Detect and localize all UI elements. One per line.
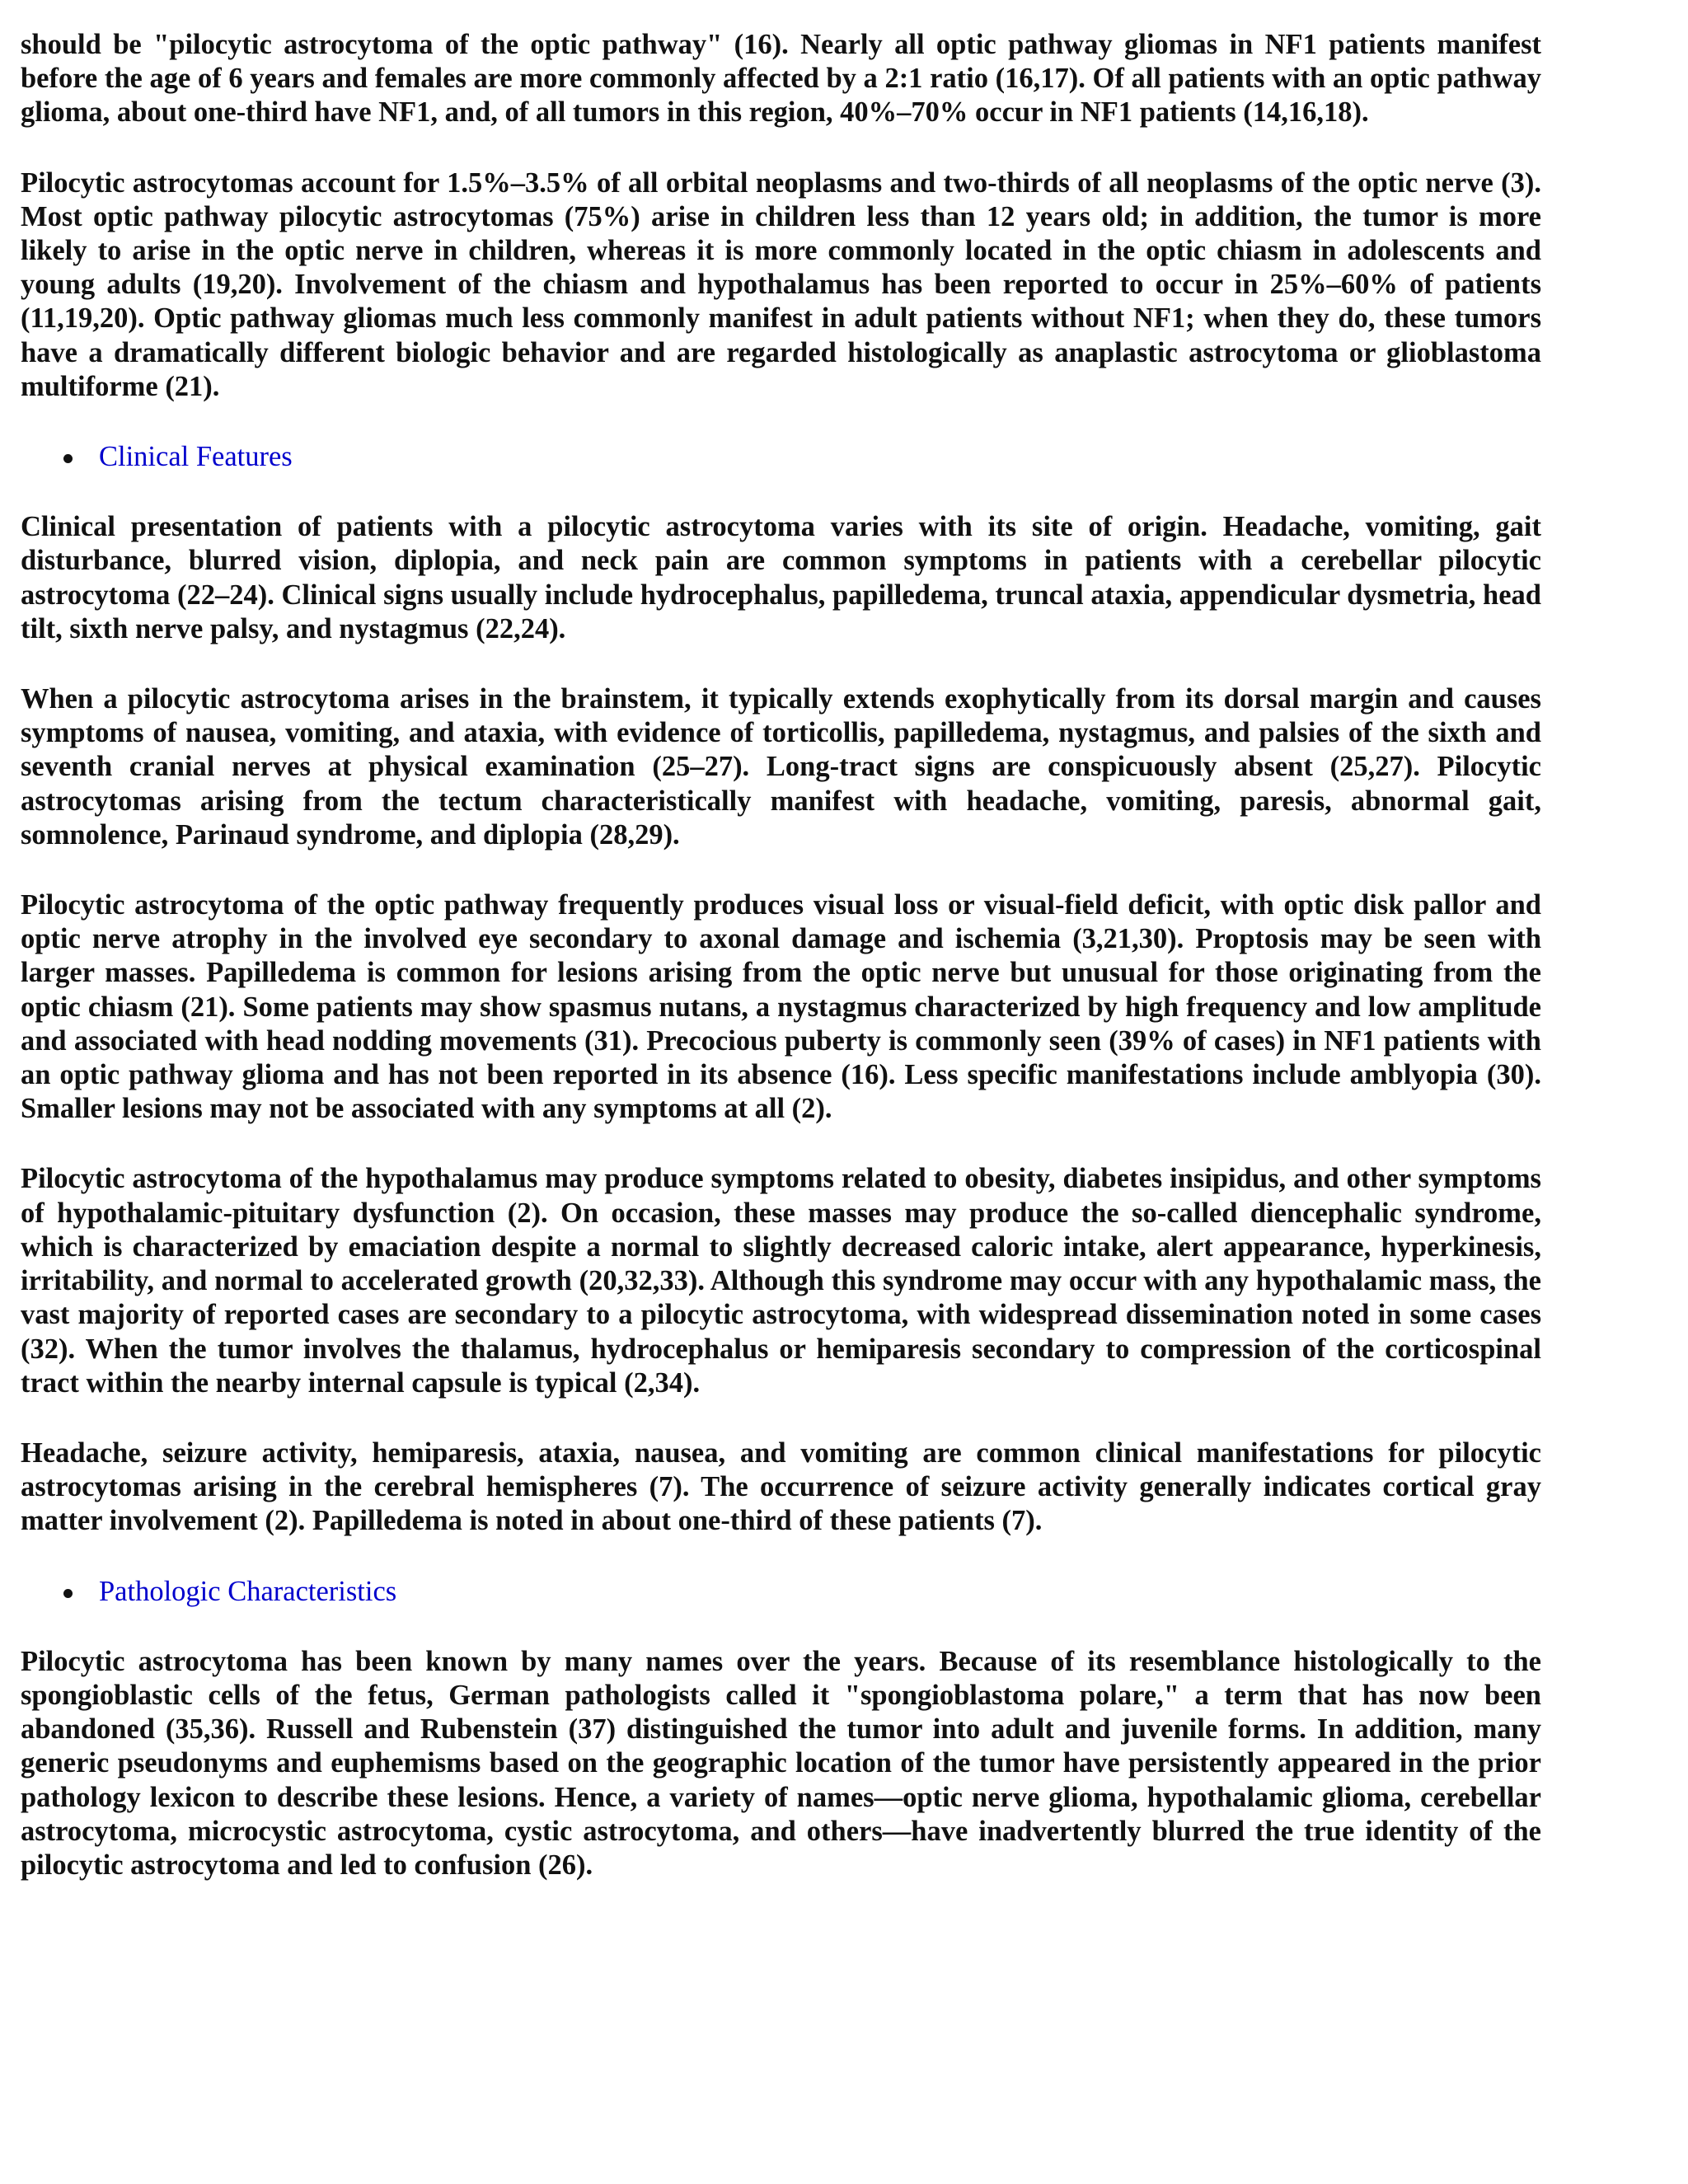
article-body bbox=[21, 28, 1541, 1919]
section-heading-pathologic-characteristics bbox=[21, 1575, 1541, 1609]
clinical-features-link[interactable]: Clinical Features bbox=[99, 441, 293, 473]
paragraph: Pilocytic astrocytoma of the optic pathway frequently produces visual loss or visual-field deficit, with optic disk pallor and optic nerve atrophy in the involved eye secondary to axonal damage and ischemia (3,21,30). Proptosis may be seen with larger masses. Papilledema is common for lesions arising from the optic nerve but unusual for those originating from the optic chiasm (21). Some patients may show spasmus nutans, a nystagmus characterized by high frequency and low amplitude and associated with head nodding movements (31). Precocious puberty is commonly seen (39% of cases) in NF1 patients with an optic pathway glioma and has not been reported in its absence (16). Less specific manifestations include amblyopia (30). Smaller lesions may not be associated with any symptoms at all (2). bbox=[21, 889, 1541, 1125]
paragraph: Pilocytic astrocytoma has been known by many names over the years. Because of its resemblance histologically to the spongioblastic cells of the fetus, German pathologists called it "spongioblastoma polare," a term that has now been abandoned (35,36). Russell and Rubenstein (37) distinguished the tumor into adult and juvenile forms. In addition, many generic pseudonyms and euphemisms based on the geographic location of the tumor have persistently appeared in the prior pathology lexicon to describe these lesions. Hence, a variety of names—optic nerve glioma, hypothalamic glioma, cerebellar astrocytoma, microcystic astrocytoma, cystic astrocytoma, and others—have inadvertently blurred the true identity of the pilocytic astrocytoma and led to confusion (26). bbox=[21, 1645, 1541, 1881]
section-heading-clinical-features bbox=[21, 440, 1541, 474]
paragraph: When a pilocytic astrocytoma arises in the brainstem, it typically extends exophytically from its dorsal margin and causes symptoms of nausea, vomiting, and ataxia, with evidence of torticollis, papilledema, nystagmus, and palsies of the sixth and seventh cranial nerves at physical examination (25–27). Long-tract signs are conspicuously absent (25,27). Pilocytic astrocytomas arising from the tectum characteristically manifest with headache, vomiting, paresis, abnormal gait, somnolence, Parinaud syndrome, and diplopia (28,29). bbox=[21, 683, 1541, 851]
paragraph: Pilocytic astrocytomas account for 1.5%–3.5% of all orbital neoplasms and two-thirds of all neoplasms of the optic nerve (3). Most optic pathway pilocytic astrocytomas (75%) arise in children less than 12 years old; in addition, the tumor is more likely to arise in the optic nerve in children, whereas it is more commonly located in the optic chiasm in adolescents and young adults (19,20). Involvement of the chiasm and hypothalamus has been reported to occur in 25%–60% of patients (11,19,20). Optic pathway gliomas much less commonly manifest in adult patients without NF1; when they do, these tumors have a dramatically different biologic behavior and are regarded histologically as anaplastic astrocytoma or glioblastoma multiforme (21). bbox=[21, 166, 1541, 402]
pathologic-characteristics-link[interactable]: Pathologic Characteristics bbox=[99, 1575, 397, 1607]
bullet-icon bbox=[63, 454, 73, 463]
paragraph: Headache, seizure activity, hemiparesis, ataxia, nausea, and vomiting are common clinical manifestations for pilocytic astrocytomas arising in the cerebral hemispheres (7). The occurrence of seizure activity generally indicates cortical gray matter involvement (2). Papilledema is noted in about one-third of these patients (7). bbox=[21, 1436, 1541, 1537]
paragraph: Pilocytic astrocytoma of the hypothalamus may produce symptoms related to obesity, diabetes insipidus, and other symptoms of hypothalamic-pituitary dysfunction (2). On occasion, these masses may produce the so-called diencephalic syndrome, which is characterized by emaciation despite a normal to slightly decreased caloric intake, alert appearance, hyperkinesis, irritability, and normal to accelerated growth (20,32,33). Although this syndrome may occur with any hypothalamic mass, the vast majority of reported cases are secondary to a pilocytic astrocytoma, with widespread dissemination noted in some cases (32). When the tumor involves the thalamus, hydrocephalus or hemiparesis secondary to compression of the corticospinal tract within the nearby internal capsule is typical (2,34). bbox=[21, 1163, 1541, 1399]
paragraph: Clinical presentation of patients with a pilocytic astrocytoma varies with its site of origin. Headache, vomiting, gait disturbance, blurred vision, diplopia, and neck pain are common symptoms in patients with a cerebellar pilocytic astrocytoma (22–24). Clinical signs usually include hydrocephalus, papilledema, truncal ataxia, appendicular dysmetria, head tilt, sixth nerve palsy, and nystagmus (22,24). bbox=[21, 511, 1541, 644]
bullet-icon bbox=[63, 1589, 73, 1598]
paragraph: should be "pilocytic astrocytoma of the optic pathway" (16). Nearly all optic pathway gliomas in NF1 patients manifest before the age of 6 years and females are more commonly affected by a 2:1 ratio (16,17). Of all patients with an optic pathway glioma, about one-third have NF1, and, of all tumors in this region, 40%–70% occur in NF1 patients (14,16,18). bbox=[21, 29, 1541, 129]
